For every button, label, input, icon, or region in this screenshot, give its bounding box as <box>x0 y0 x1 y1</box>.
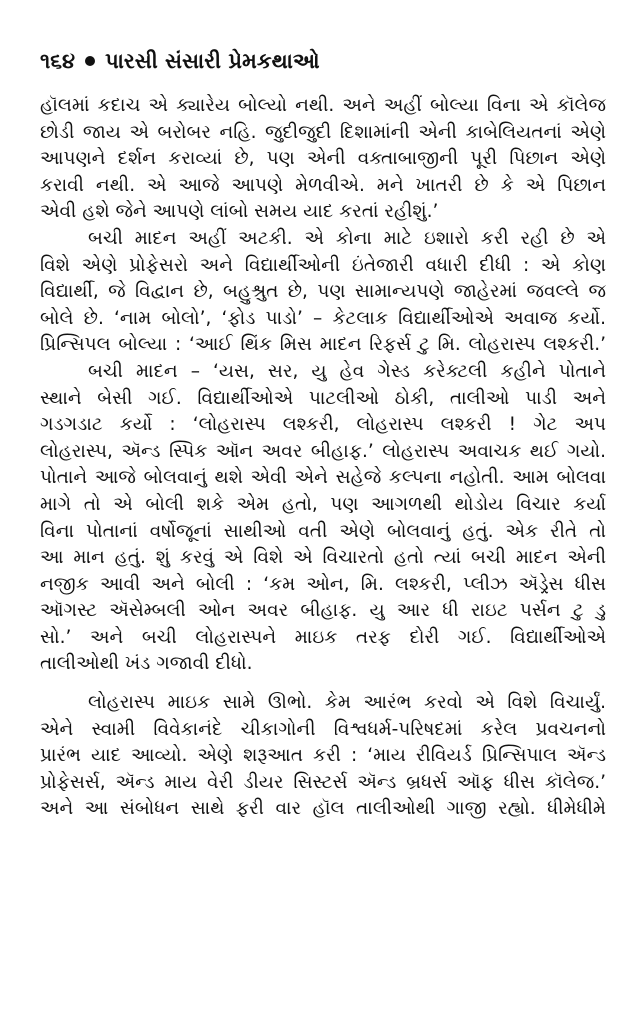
text-line: સ્થાને બેસી ગઈ. વિદ્યાર્થીઓએ પાટલીઓ ઠોકી, તાલીઓ પાડી અને <box>40 387 606 409</box>
text-line: ગડગડાટ કર્યો : ‘લોહરાસ્પ લશ્કરી, લોહરાસ્પ લશ્કરી ! ગેટ અપ <box>40 414 606 436</box>
text-line: પ્રોફેસર્સ, ઍન્ડ માય વેરી ડીયર સિસ્ટર્સ ઍન્ડ બ્રધર્સ ઑફ ધીસ કૉલેજ.’ <box>40 771 606 793</box>
page-body <box>40 93 606 823</box>
text-line: એવી હશે જેને આપણે લાંબો સમય યાદ કરતાં રહીશું.’ <box>40 201 439 223</box>
text-line: બોલે છે. ‘નામ બોલો’, ‘ફોડ પાડો’ – કેટલાક વિદ્યાર્થીઓએ અવાજ કર્યો. <box>40 307 606 329</box>
text-line: અને આ સંબોધન સાથે ફરી વાર હૉલ તાલીઓથી ગાજી રહ્યો. ધીમેધીમે <box>40 798 606 820</box>
text-line: બચી માદન – ‘યસ, સર, યુ હેવ ગેસ્ડ કરેક્ટલી કહીને પોતાને <box>88 360 606 382</box>
text-line: કરાવી નથી. એ આજે આપણે મેળવીએ. મને ખાતરી છે કે એ પિછાન <box>40 174 606 196</box>
book-title: પારસી સંસારી પ્રેમકથાઓ <box>105 48 320 73</box>
text-line: હૉલમાં કદાચ એ ક્યારેય બોલ્યો નથી. અને અહીં બોલ્યા વિના એ કૉલેજ <box>40 95 606 116</box>
text-line: લોહરાસ્પ, ઍન્ડ સ્પિક ઑન અવર બીહાફ.’ લોહરાસ્પ અવાચક થઈ ગયો. <box>40 440 606 462</box>
text-line: નજીક આવી અને બોલી : ‘કમ ઓન, મિ. લશ્કરી, પ્લીઝ ઍડ્રેસ ધીસ <box>40 573 606 595</box>
text-line: છોડી જાય એ બરોબર નહિ. જુદીજુદી દિશામાંની એની કાબેલિયતનાં એણે <box>40 121 606 143</box>
text-line: ઑગસ્ટ ઍસેમ્બલી ઓન અવર બીહાફ. યુ આર ધી રાઇટ પર્સન ટુ ડુ <box>40 600 606 622</box>
text-line: બચી માદન અહીં અટકી. એ કોના માટે ઇશારો કરી રહી છે એ <box>88 227 606 249</box>
page-header <box>40 44 320 78</box>
text-line: માગે તો એ બોલી શકે એમ હતો, પણ આગળથી થોડોય વિચાર કર્યા <box>40 493 606 515</box>
text-line: આપણને દર્શન કરાવ્યાં છે, પણ એની વક્તાબાજીની પૂરી પિછાન એણે <box>40 148 606 170</box>
text-line: વિદ્યાર્થી, જે વિદ્વાન છે, બહુશ્રુત છે, પણ સામાન્યપણે જાહેરમાં જવલ્લે જ <box>40 281 606 303</box>
text-line: પોતાને આજે બોલવાનું થશે એવી એને સહેજે કલ્પના નહોતી. આમ બોલવા <box>40 467 606 489</box>
text-line: વિશે એણે પ્રોફેસરો અને વિદ્યાર્થીઓની ઇંતેજારી વધારી દીધી : એ કોણ <box>40 254 606 276</box>
text-line: લોહરાસ્પ માઇક સામે ઊભો. કેમ આરંભ કરવો એ વિશે વિચાર્યું. <box>88 692 606 714</box>
text-line: પ્રિન્સિપલ બોલ્યા : ‘આઈ થિંક મિસ માદન રિફર્સ ટુ મિ. લોહરાસ્પ લશ્કરી.’ <box>40 334 606 356</box>
bullet-icon <box>85 56 95 66</box>
text-line: પ્રારંભ યાદ આવ્યો. એણે શરૂઆત કરી : ‘માય રીવિયર્ડ પ્રિન્સિપાલ ઍન્ડ <box>40 745 606 767</box>
text-line: વિના પોતાનાં વર્ષોજૂનાં સાથીઓ વતી એણે બોલવાનું હતું. એક રીતે તો <box>40 520 606 542</box>
text-line: તાલીઓથી ખંડ ગજાવી દીધો. <box>40 653 253 675</box>
paragraph-gap <box>40 678 606 690</box>
text-line: આ માન હતું. શું કરવું એ વિશે એ વિચારતો હતો ત્યાં બચી માદન એની <box>40 547 606 569</box>
text-line: સો.’ અને બચી લોહરાસ્પને માઇક તરફ દોરી ગઈ. વિદ્યાર્થીઓએ <box>40 626 606 648</box>
text-line: એને સ્વામી વિવેકાનંદે ચીકાગોની વિશ્વધર્મ-પરિષદમાં કરેલ પ્રવચનનો <box>40 718 606 740</box>
page-number: ૧૬૪ <box>40 48 76 73</box>
